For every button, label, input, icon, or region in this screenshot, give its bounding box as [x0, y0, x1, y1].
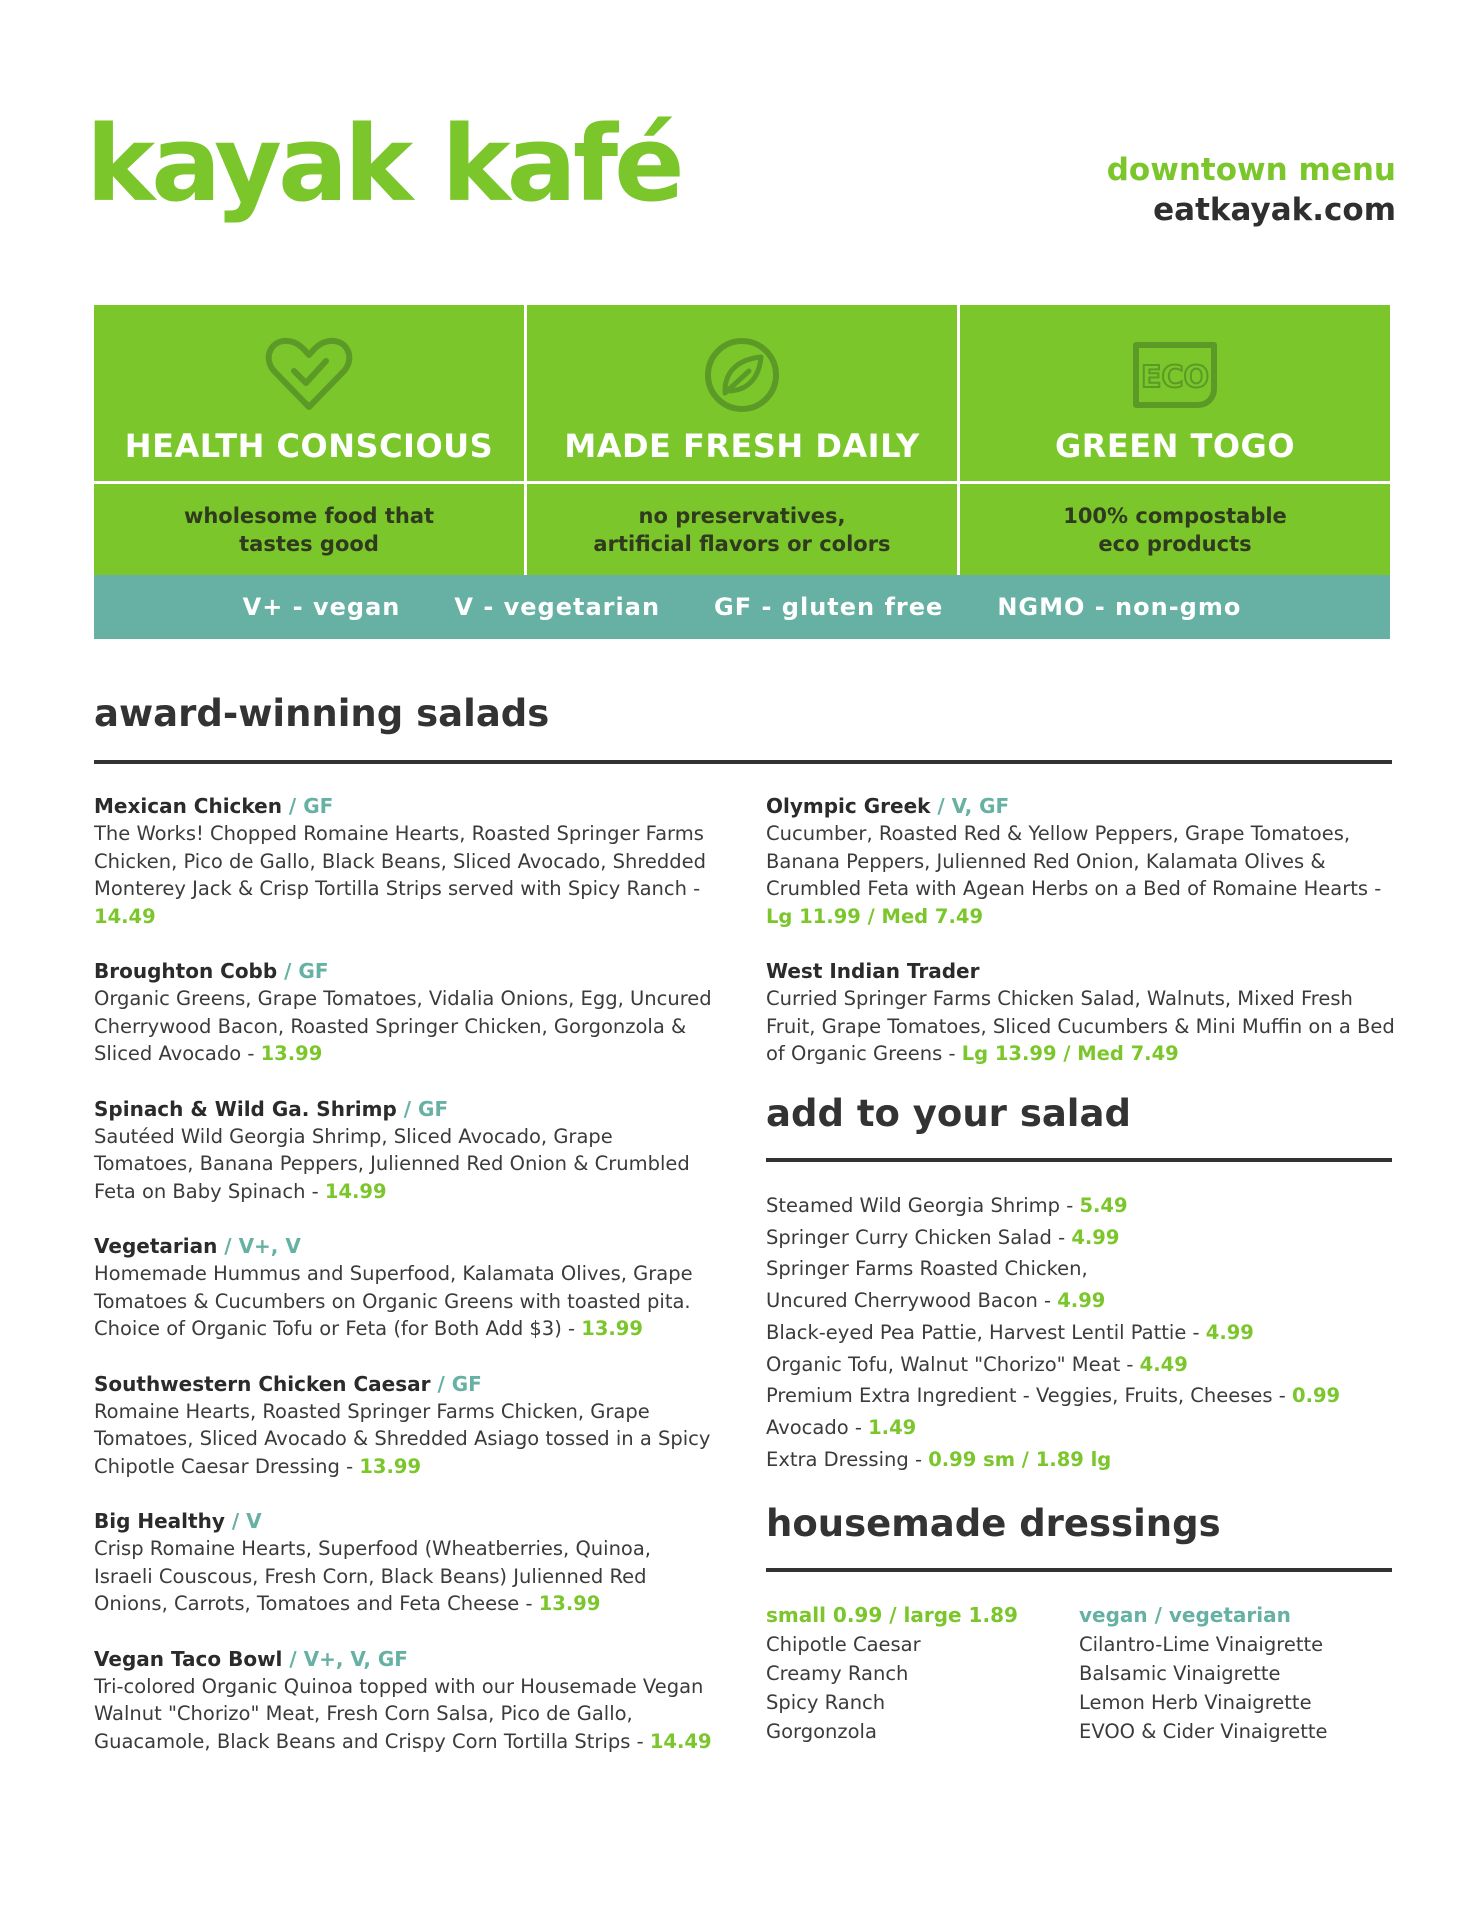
- addon-item: Uncured Cherrywood Bacon - 4.99: [766, 1289, 1106, 1313]
- item-name: Vegan Taco Bowl: [94, 1646, 283, 1671]
- item-description: Tri-colored Organic Quinoa topped with our Housemade Vegan Walnut "Chorizo" Meat, Fresh Corn Salsa, Pico de Gallo, Guacamole, Black Beans and Crispy Corn Tortilla Strips -: [94, 1674, 704, 1753]
- item-tags: / V+, V: [217, 1234, 301, 1258]
- addon-price: 0.99 sm / 1.89 lg: [928, 1447, 1112, 1471]
- addons-section-title: add to your salad: [766, 1092, 1131, 1135]
- item-price: Lg 11.99 / Med 7.49: [766, 904, 984, 928]
- addon-item: Extra Dressing - 0.99 sm / 1.89 lg: [766, 1447, 1112, 1471]
- dressing-item: Chipotle Caesar: [766, 1633, 921, 1656]
- dressing-item: Cilantro-Lime Vinaigrette: [1079, 1633, 1324, 1656]
- dressings-regular-list: [766, 1601, 1066, 1746]
- header-info: [1107, 150, 1396, 230]
- salad-list-left: [94, 792, 714, 1782]
- item-name: West Indian Trader: [766, 959, 980, 983]
- item-price: 13.99: [538, 1592, 601, 1615]
- menu-item: [766, 957, 1396, 1068]
- addon-price: 4.99: [1205, 1320, 1254, 1344]
- dressings-section-title: housemade dressings: [766, 1502, 1221, 1545]
- addon-price: 4.49: [1139, 1352, 1188, 1376]
- item-description: Homemade Hummus and Superfood, Kalamata Olives, Grape Tomatoes & Cucumbers on Organic Greens with toasted pita. Choice of Organic Tofu or Feta (for Both Add $3) -: [94, 1262, 693, 1340]
- item-price: 14.49: [649, 1729, 712, 1753]
- item-description: Sautéed Wild Georgia Shrimp, Sliced Avocado, Grape Tomatoes, Banana Peppers, Julienned Red Onion & Crumbled Feta on Baby Spinach -: [94, 1124, 690, 1203]
- item-tags: / GF: [430, 1371, 482, 1396]
- leaf-circle-icon: [697, 335, 787, 415]
- item-tags: / V, GF: [930, 794, 1010, 818]
- pillar-title: HEALTH CONSCIOUS: [124, 427, 494, 465]
- legend-vegetarian: V - vegetarian: [454, 593, 661, 621]
- dressing-item: Spicy Ranch: [766, 1691, 886, 1714]
- item-tags: / GF: [396, 1096, 449, 1121]
- brand-logo: kayak kafé: [86, 103, 681, 225]
- pillar-subtitle-row: [94, 481, 1390, 575]
- item-description: Crisp Romaine Hearts, Superfood (Wheatberries, Quinoa, Israeli Couscous, Fresh Corn, Black Beans) Julienned Red Onions, Carrots, Tomatoes and Feta Cheese -: [94, 1537, 652, 1615]
- addon-price: 5.49: [1079, 1194, 1128, 1217]
- salads-section-title: award-winning salads: [94, 692, 550, 735]
- addon-item: Steamed Wild Georgia Shrimp - 5.49: [766, 1194, 1128, 1217]
- svg-text:ECO: ECO: [1140, 360, 1210, 395]
- eco-badge-icon: [1130, 335, 1220, 415]
- addon-item: Avocado - 1.49: [766, 1415, 917, 1439]
- website-link[interactable]: eatkayak.com: [1153, 192, 1396, 228]
- dressings-vegan-list: [1079, 1601, 1399, 1746]
- addon-price: 1.49: [868, 1415, 917, 1439]
- menu-item: [94, 1645, 714, 1756]
- menu-item: [94, 957, 714, 1068]
- pillar-subtitle: no preservatives, artificial flavors or colors: [593, 503, 891, 556]
- pillar-title: MADE FRESH DAILY: [564, 427, 920, 465]
- pillar-green: [960, 305, 1390, 481]
- item-name: Broughton Cobb: [94, 959, 278, 983]
- dressing-item: EVOO & Cider Vinaigrette: [1079, 1720, 1328, 1743]
- addon-price: 4.99: [1071, 1225, 1120, 1249]
- legend-non-gmo: NGMO - non-gmo: [997, 593, 1242, 621]
- section-divider: [766, 1158, 1392, 1162]
- menu-item: [94, 1507, 714, 1618]
- item-name: Vegetarian: [94, 1234, 218, 1258]
- pillar-title: GREEN TOGO: [1054, 427, 1296, 465]
- dressing-item: Lemon Herb Vinaigrette: [1079, 1691, 1312, 1714]
- item-tags: / V: [224, 1509, 262, 1533]
- item-description: Cucumber, Roasted Red & Yellow Peppers, Grape Tomatoes, Banana Peppers, Julienned Red Onion, Kalamata Olives & Crumbled Feta with Agean Herbs on a Bed of Romaine Hearts -: [766, 822, 1382, 900]
- section-divider: [94, 760, 1392, 764]
- item-description: The Works! Chopped Romaine Hearts, Roasted Springer Farms Chicken, Pico de Gallo, Black Beans, Sliced Avocado, Shredded Monterey Jack & Crisp Tortilla Strips served with Spicy Ranch -: [94, 822, 707, 900]
- item-name: Mexican Chicken: [94, 794, 282, 818]
- pillar-subtitle: wholesome food that tastes good: [183, 503, 435, 556]
- dressing-item: Creamy Ranch: [766, 1662, 909, 1685]
- pillar-health: [94, 305, 527, 481]
- item-price: 14.99: [324, 1179, 387, 1203]
- location-label: downtown menu: [1106, 152, 1396, 188]
- legend-vegan: V+ - vegan: [242, 593, 401, 621]
- addon-price: 0.99: [1292, 1384, 1341, 1408]
- pillar-row: [94, 305, 1390, 481]
- addon-price: 4.99: [1057, 1289, 1106, 1313]
- heart-check-icon: [264, 335, 354, 415]
- dietary-legend: [94, 575, 1390, 639]
- section-divider: [766, 1568, 1392, 1572]
- addon-item: Springer Curry Chicken Salad - 4.99: [766, 1225, 1120, 1249]
- item-price: 13.99: [260, 1042, 323, 1065]
- values-banner: [94, 305, 1390, 639]
- dressings-price-heading: small 0.99 / large 1.89: [766, 1603, 1018, 1627]
- item-name: Big Healthy: [94, 1509, 225, 1533]
- item-tags: / GF: [277, 959, 329, 983]
- item-price: Lg 13.99 / Med 7.49: [961, 1042, 1179, 1065]
- pillar-subtitle: 100% compostable eco products: [1063, 503, 1287, 556]
- pillar-fresh: [527, 305, 960, 481]
- item-tags: / V+, V, GF: [282, 1646, 408, 1671]
- addon-item: Black-eyed Pea Pattie, Harvest Lentil Pattie - 4.99: [766, 1320, 1254, 1344]
- item-description: Curried Springer Farms Chicken Salad, Walnuts, Mixed Fresh Fruit, Grape Tomatoes, Sliced Cucumbers & Mini Muffin on a Bed of Organic Greens -: [766, 987, 1395, 1065]
- legend-gluten-free: GF - gluten free: [714, 593, 944, 621]
- menu-item: [94, 1232, 714, 1343]
- dressing-item: Balsamic Vinaigrette: [1079, 1662, 1281, 1685]
- menu-item: [94, 1095, 714, 1206]
- item-description: Organic Greens, Grape Tomatoes, Vidalia Onions, Egg, Uncured Cherrywood Bacon, Roasted Springer Chicken, Gorgonzola & Sliced Avocado -: [94, 987, 712, 1065]
- item-tags: / GF: [281, 794, 334, 818]
- menu-item: [94, 1370, 714, 1481]
- salad-list-right: [766, 792, 1396, 1095]
- item-description: Romaine Hearts, Roasted Springer Farms Chicken, Grape Tomatoes, Sliced Avocado & Shredded Asiago tossed in a Spicy Chipotle Caesar Dressing -: [94, 1399, 711, 1478]
- addon-item: Organic Tofu, Walnut "Chorizo" Meat - 4.49: [766, 1352, 1188, 1376]
- addon-item: Springer Farms Roasted Chicken,: [766, 1257, 1088, 1281]
- item-price: 13.99: [359, 1454, 422, 1478]
- addon-list: [766, 1190, 1406, 1475]
- menu-item: [766, 792, 1396, 930]
- addon-item: Premium Extra Ingredient - Veggies, Fruits, Cheeses - 0.99: [766, 1384, 1341, 1408]
- item-name: Olympic Greek: [766, 794, 931, 818]
- item-price: 14.49: [94, 904, 156, 928]
- dressing-item: Gorgonzola: [766, 1720, 877, 1743]
- item-price: 13.99: [581, 1317, 643, 1340]
- item-name: Southwestern Chicken Caesar: [94, 1371, 431, 1396]
- menu-item: [94, 792, 714, 930]
- item-name: Spinach & Wild Ga. Shrimp: [94, 1096, 397, 1121]
- dressings-vegan-heading: vegan / vegetarian: [1079, 1603, 1291, 1627]
